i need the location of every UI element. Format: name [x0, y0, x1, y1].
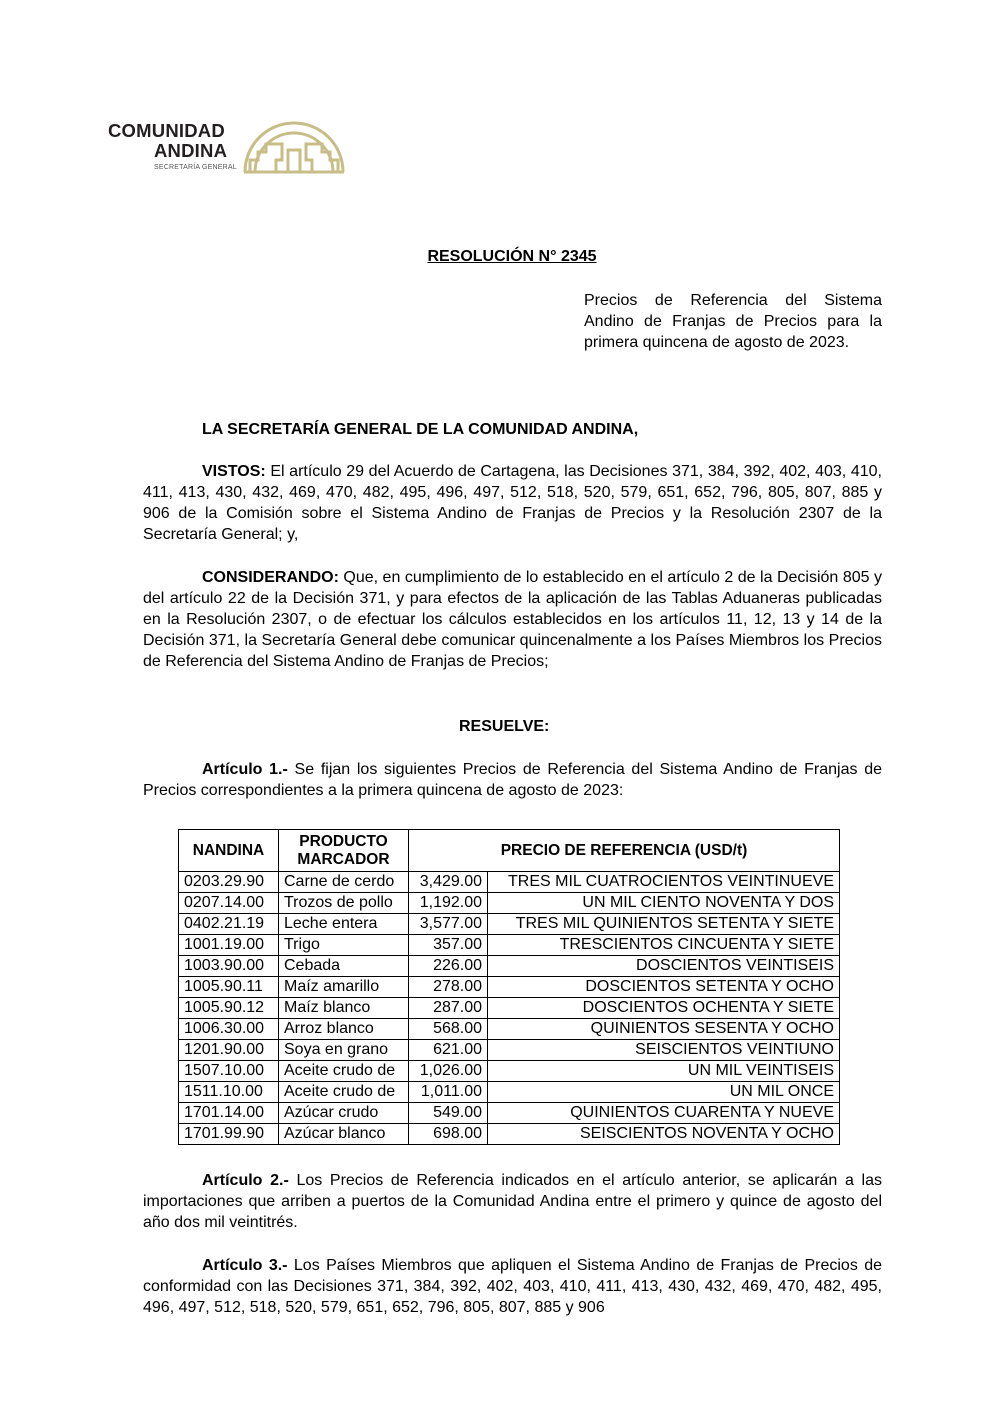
nandina-cell: 1701.14.00 [179, 1103, 279, 1124]
articulo-1-label: Artículo 1.- [202, 761, 288, 778]
precio-letras-cell: DOSCIENTOS VEINTISEIS [488, 956, 840, 977]
articulo-2-label: Artículo 2.- [202, 1172, 289, 1189]
articulo-3-paragraph [143, 1255, 882, 1318]
considerando-paragraph [143, 567, 882, 672]
header-producto-line1: PRODUCTO [299, 832, 388, 850]
precio-cell: 3,429.00 [409, 872, 488, 893]
logo-text-comunidad: COMUNIDAD [108, 120, 225, 141]
articulo-2-text: Los Precios de Referencia indicados en el artículo anterior, se aplicarán a las importaciones que arriben a puertos de la Comunidad Andina entre el primero y quince de agosto del año dos mil veintitrés. [143, 1172, 883, 1231]
resolution-title-text: RESOLUCIÓN N° 2345 [427, 248, 597, 265]
resolution-subject: Precios de Referencia del Sistema Andino de Franjas de Precios para la primera quincena de agosto de 2023. [584, 292, 882, 351]
articulo-1-text: Se fijan los siguientes Precios de Referencia del Sistema Andino de Franjas de Precios correspondientes a la primera quincena de agosto de 2023: [143, 761, 883, 799]
nandina-cell: 1005.90.12 [179, 998, 279, 1019]
precio-cell: 1,192.00 [409, 893, 488, 914]
precio-letras-cell: QUINIENTOS CUARENTA Y NUEVE [488, 1103, 840, 1124]
considerando-label: CONSIDERANDO: [202, 569, 339, 586]
producto-cell: Cebada [279, 956, 409, 977]
table-row [179, 1019, 840, 1040]
producto-cell: Arroz blanco [279, 1019, 409, 1040]
nandina-cell: 1001.19.00 [179, 935, 279, 956]
nandina-cell: 1701.99.90 [179, 1124, 279, 1145]
nandina-cell: 1006.30.00 [179, 1019, 279, 1040]
table-header-row [179, 830, 840, 872]
issuing-authority: LA SECRETARÍA GENERAL DE LA COMUNIDAD ANDINA, [202, 421, 639, 438]
precio-cell: 278.00 [409, 977, 488, 998]
table-row [179, 1040, 840, 1061]
producto-cell: Maíz blanco [279, 998, 409, 1019]
precio-letras-cell: TRES MIL CUATROCIENTOS VEINTINUEVE [488, 872, 840, 893]
precio-letras-cell: TRESCIENTOS CINCUENTA Y SIETE [488, 935, 840, 956]
table-row [179, 1103, 840, 1124]
nandina-cell: 0203.29.90 [179, 872, 279, 893]
producto-cell: Trozos de pollo [279, 893, 409, 914]
nandina-cell: 0207.14.00 [179, 893, 279, 914]
table-row [179, 872, 840, 893]
precio-cell: 287.00 [409, 998, 488, 1019]
table-row [179, 1124, 840, 1145]
precio-letras-cell: UN MIL CIENTO NOVENTA Y DOS [488, 893, 840, 914]
articulo-1-paragraph [143, 759, 882, 801]
producto-cell: Carne de cerdo [279, 872, 409, 893]
logo-text-secretaria: SECRETARÍA GENERAL [154, 164, 237, 171]
nandina-cell: 1005.90.11 [179, 977, 279, 998]
header-nandina: NANDINA [179, 830, 279, 872]
nandina-cell: 1511.10.00 [179, 1082, 279, 1103]
nandina-cell: 1201.90.00 [179, 1040, 279, 1061]
producto-cell: Azúcar crudo [279, 1103, 409, 1124]
precio-cell: 226.00 [409, 956, 488, 977]
nandina-cell: 0402.21.19 [179, 914, 279, 935]
producto-cell: Leche entera [279, 914, 409, 935]
vistos-text: El artículo 29 del Acuerdo de Cartagena, las Decisiones 371, 384, 392, 402, 403, 410, 411, 413, 430, 432, 469, 470, 482, 495, 496, 497, 512, 518, 520, 579, 651, 652, 796, 805, 807, 885 y 906 de la Comisión sobre el Sistema Andino de Franjas de Precios y la Resolución 2307 de la Secretaría General; y, [143, 463, 882, 543]
resuelve-heading: RESUELVE: [459, 718, 550, 735]
precio-cell: 357.00 [409, 935, 488, 956]
precio-cell: 568.00 [409, 1019, 488, 1040]
precio-cell: 698.00 [409, 1124, 488, 1145]
considerando-text: Que, en cumplimiento de lo establecido en el artículo 2 de la Decisión 805 y del artículo 22 de la Decisión 371, y para efectos de la aplicación de las Tablas Aduaneras publicadas en la Resolución 2307, o de efectuar los cálculos establecidos en los artículos 11, 12, 13 y 14 de la Decisión 371, la Secretaría General debe comunicar quincenalmente a los Países Miembros los Precios de Referencia del Sistema Andino de Franjas de Precios; [143, 569, 882, 670]
header-precio-referencia: PRECIO DE REFERENCIA (USD/t) [409, 830, 840, 872]
andean-arch-emblem-icon [242, 118, 346, 174]
precio-letras-cell: DOSCIENTOS SETENTA Y OCHO [488, 977, 840, 998]
table-row [179, 893, 840, 914]
precio-letras-cell: TRES MIL QUINIENTOS SETENTA Y SIETE [488, 914, 840, 935]
precio-letras-cell: UN MIL VEINTISEIS [488, 1061, 840, 1082]
precio-letras-cell: SEISCIENTOS NOVENTA Y OCHO [488, 1124, 840, 1145]
header-producto-marcador [279, 830, 409, 872]
table-row [179, 1061, 840, 1082]
resolution-title [0, 248, 1000, 266]
precio-cell: 1,011.00 [409, 1082, 488, 1103]
header-producto-line2: MARCADOR [297, 850, 390, 868]
vistos-label: VISTOS: [202, 463, 266, 480]
comunidad-andina-logo [108, 118, 348, 178]
producto-cell: Aceite crudo de [279, 1082, 409, 1103]
precio-letras-cell: QUINIENTOS SESENTA Y OCHO [488, 1019, 840, 1040]
articulo-2-paragraph [143, 1170, 882, 1233]
nandina-cell: 1507.10.00 [179, 1061, 279, 1082]
producto-cell: Aceite crudo de [279, 1061, 409, 1082]
table-row [179, 914, 840, 935]
producto-cell: Azúcar blanco [279, 1124, 409, 1145]
producto-cell: Maíz amarillo [279, 977, 409, 998]
reference-price-table [178, 829, 840, 1145]
logo-text-andina: ANDINA [154, 140, 228, 161]
vistos-paragraph [143, 461, 882, 545]
articulo-3-label: Artículo 3.- [202, 1257, 288, 1274]
table-row [179, 1082, 840, 1103]
precio-letras-cell: UN MIL ONCE [488, 1082, 840, 1103]
precio-letras-cell: DOSCIENTOS OCHENTA Y SIETE [488, 998, 840, 1019]
table-row [179, 998, 840, 1019]
nandina-cell: 1003.90.00 [179, 956, 279, 977]
precio-cell: 1,026.00 [409, 1061, 488, 1082]
precio-cell: 3,577.00 [409, 914, 488, 935]
table-row [179, 935, 840, 956]
articulo-3-text: Los Países Miembros que apliquen el Sistema Andino de Franjas de Precios de conformidad con las Decisiones 371, 384, 392, 402, 403, 410, 411, 413, 430, 432, 469, 470, 482, 495, 496, 497, 512, 518, 520, 579, 651, 652, 796, 805, 807, 885 y 906 [143, 1257, 883, 1316]
producto-cell: Trigo [279, 935, 409, 956]
precio-letras-cell: SEISCIENTOS VEINTIUNO [488, 1040, 840, 1061]
producto-cell: Soya en grano [279, 1040, 409, 1061]
precio-cell: 621.00 [409, 1040, 488, 1061]
table-row [179, 956, 840, 977]
precio-cell: 549.00 [409, 1103, 488, 1124]
table-row [179, 977, 840, 998]
